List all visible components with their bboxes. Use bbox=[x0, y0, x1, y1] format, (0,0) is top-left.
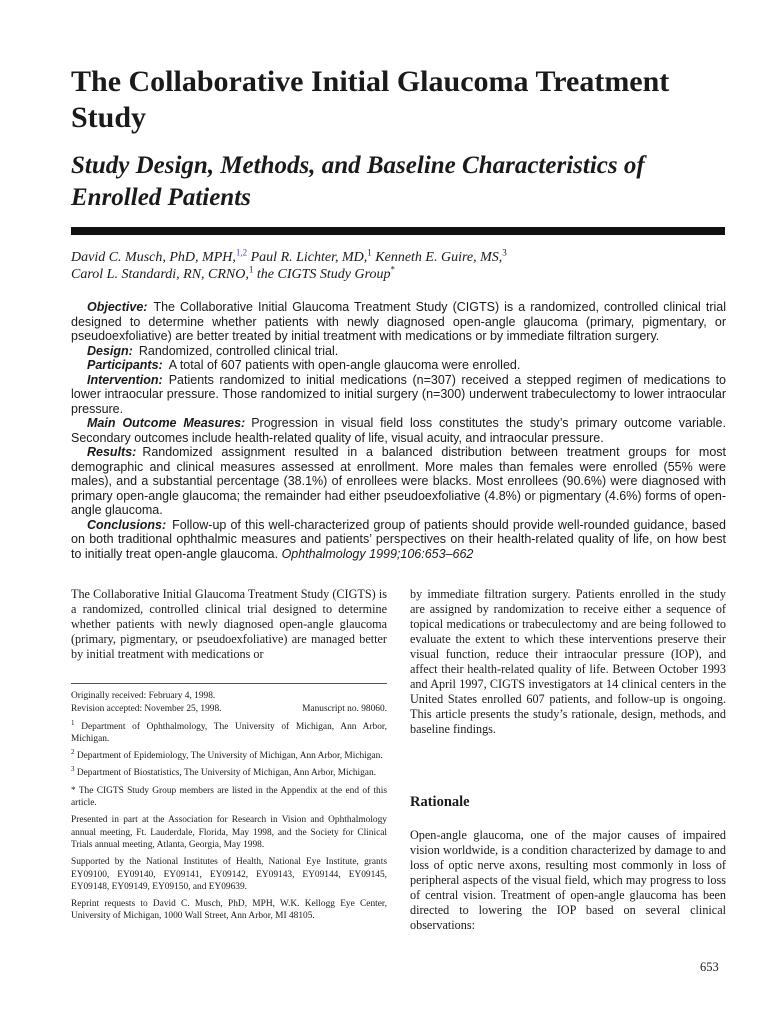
abstract-text: Randomized assignment resulted in a balanced distribution between treatment groups for most demographic and clinical measures assessed at enrollment. More males than females were enrolled (55% were males), and a substantial percentage (38.1%) of enrollees were blacks. Most enrollees (90.6%) were diagnosed with primary open-angle glaucoma; the remainder had either pseudoexfoliative (4.8%) or pigmentary (4.6%) forms of open-angle glaucoma. bbox=[71, 445, 726, 517]
author-affiliation: 1 bbox=[367, 247, 372, 258]
author-name: Paul R. Lichter, MD, bbox=[247, 250, 368, 265]
abstract-label: Results: bbox=[87, 445, 137, 459]
footnote-text: Department of Biostatistics, The University of Michigan, Ann Arbor, Michigan. bbox=[74, 768, 376, 779]
footnote-received: Originally received: February 4, 1998. bbox=[71, 691, 216, 701]
abstract-label: Conclusions: bbox=[87, 517, 167, 532]
author-affiliation: 1 bbox=[248, 264, 254, 275]
author-affiliation: 3 bbox=[502, 247, 507, 258]
body-paragraph: The Collaborative Initial Glaucoma Treatment Study (CIGTS) is a randomized, controlled clinical trial designed to determine whether patients with newly diagnosed open-angle glaucoma (primary, pigmentary, or pseudoexfoliative) are managed better by initial treatment with medications or bbox=[71, 587, 387, 661]
author-affiliation-link[interactable]: 1,2 bbox=[235, 247, 248, 258]
footnote-presented: Presented in part at the Association for Research in Vision and Ophthalmology annual meeting, Ft. Lauderdale, Florida, May 1998, and the Society for Clinical Trials annual meeting, Atlanta, Georgia, May 1998. bbox=[71, 815, 387, 850]
footnote-supported: Supported by the National Institutes of Health, National Eye Institute, grants EY09100, EY09140, EY09141, EY09142, EY09143, EY09144, EY09145, EY09148, EY09149, EY09150, and EY09639. bbox=[71, 857, 387, 892]
footnote-revision-row bbox=[71, 703, 387, 715]
body-rationale bbox=[410, 828, 726, 933]
abstract-design bbox=[71, 344, 726, 359]
author-group: the CIGTS Study Group bbox=[253, 267, 391, 282]
body-paragraph: Open-angle glaucoma, one of the major causes of impaired vision worldwide, is a condition characterized by damage to and loss of optic nerve axons, resulting most commonly in loss of peripheral aspects of the visual field, which may progress to loss of central vision. Treatment of open-angle glaucoma has been directed to lowering the IOP based on several clinical observations: bbox=[410, 828, 726, 932]
footnote-divider bbox=[71, 683, 387, 684]
footnote-affiliation-1 bbox=[71, 718, 387, 746]
footnotes bbox=[71, 690, 387, 928]
footnote-revision: Revision accepted: November 25, 1998. bbox=[71, 704, 222, 715]
abstract-text: Follow-up of this well-characterized group of patients should provide well-rounded guidance, based on both traditional ophthalmic measures and patients’ perspectives on their health-related quality of life, on how best to initially treat open-angle glaucoma. bbox=[71, 517, 726, 561]
abstract-label: Objective: bbox=[87, 300, 148, 314]
abstract-text: Progression in visual field loss constitutes the study’s primary outcome variable. Secondary outcomes include health-related quality of life, visual acuity, and intraocular pressure. bbox=[71, 416, 726, 445]
abstract-text: Randomized, controlled clinical trial. bbox=[138, 343, 339, 358]
abstract-participants bbox=[71, 358, 726, 373]
footnote-manuscript: Manuscript no. 98060. bbox=[302, 704, 387, 715]
author-name: Kenneth E. Guire, MS, bbox=[371, 250, 503, 265]
footnote-marker: 2 bbox=[71, 748, 75, 757]
footnote-affiliation-3 bbox=[71, 767, 387, 779]
footnote-text: Department of Ophthalmology, The University of Michigan, Ann Arbor, Michigan. bbox=[71, 721, 387, 744]
body-paragraph: by immediate filtration surgery. Patients enrolled in the study are assigned by randomization to receive either a sequence of topical medications or trabeculectomy and are being followed to evaluate the extent to which these interventions preserve their visual function, reduce their intraocular pressure (IOP), and affect their health-related quality of life. Between October 1993 and April 1997, CIGTS investigators at 14 clinical centers in the United States enrolled 607 patients, and follow-up is ongoing. This article presents the study’s rationale, design, methods, and baseline findings. bbox=[410, 587, 726, 736]
author-name: Carol L. Standardi, RN, CRNO, bbox=[71, 267, 249, 282]
abstract-label: Intervention: bbox=[87, 372, 163, 387]
footnote-reprint: Reprint requests to David C. Musch, PhD, MPH, W.K. Kellogg Eye Center, University of Michigan, 1000 Wall Street, Ann Arbor, MI 48105. bbox=[71, 899, 387, 922]
article-subtitle: Study Design, Methods, and Baseline Characteristics of Enrolled Patients bbox=[71, 152, 645, 211]
abstract-text: A total of 607 patients with open-angle glaucoma were enrolled. bbox=[168, 358, 521, 372]
abstract-outcome-measures bbox=[71, 416, 726, 445]
author-group-note: * bbox=[390, 264, 396, 275]
page-number: 653 bbox=[700, 960, 719, 974]
abstract-label: Design: bbox=[87, 343, 133, 358]
abstract-conclusions bbox=[71, 518, 726, 562]
footnote-study-group: * The CIGTS Study Group members are listed in the Appendix at the end of this article. bbox=[71, 785, 387, 809]
author-name: David C. Musch, PhD, MPH, bbox=[71, 250, 236, 265]
abstract-objective bbox=[71, 300, 726, 344]
abstract-results bbox=[71, 445, 726, 518]
section-heading-rationale: Rationale bbox=[410, 794, 470, 810]
body-intro-left bbox=[71, 587, 387, 662]
abstract-text: The Collaborative Initial Glaucoma Treatment Study (CIGTS) is a randomized, controlled clinical trial designed to determine whether patients with newly diagnosed open-angle glaucoma (primary, pigmentary, or pseudoexfoliative) are better treated by initial treatment with medications or by immediate filtration surgery. bbox=[71, 300, 726, 343]
body-intro-right bbox=[410, 587, 726, 737]
title-rule bbox=[71, 227, 725, 235]
abstract bbox=[71, 300, 726, 561]
footnote-marker: 3 bbox=[71, 765, 75, 774]
abstract-label: Main Outcome Measures: bbox=[87, 416, 246, 430]
author-list bbox=[71, 249, 731, 283]
abstract-label: Participants: bbox=[87, 358, 163, 372]
footnote-text: Department of Epidemiology, The University of Michigan, Ann Arbor, Michigan. bbox=[74, 751, 383, 762]
abstract-intervention bbox=[71, 373, 726, 417]
footnote-affiliation-2 bbox=[71, 750, 387, 762]
article-title: The Collaborative Initial Glaucoma Treatment Study bbox=[71, 65, 670, 134]
abstract-text: Patients randomized to initial medications (n=307) received a stepped regimen of medications to lower intraocular pressure. Those randomized to initial surgery (n=300) underwent trabeculectomy to lower intraocular pressure. bbox=[71, 372, 726, 416]
journal-citation: Ophthalmology 1999;106:653–662 bbox=[281, 546, 474, 561]
footnote-marker: 1 bbox=[71, 718, 75, 727]
